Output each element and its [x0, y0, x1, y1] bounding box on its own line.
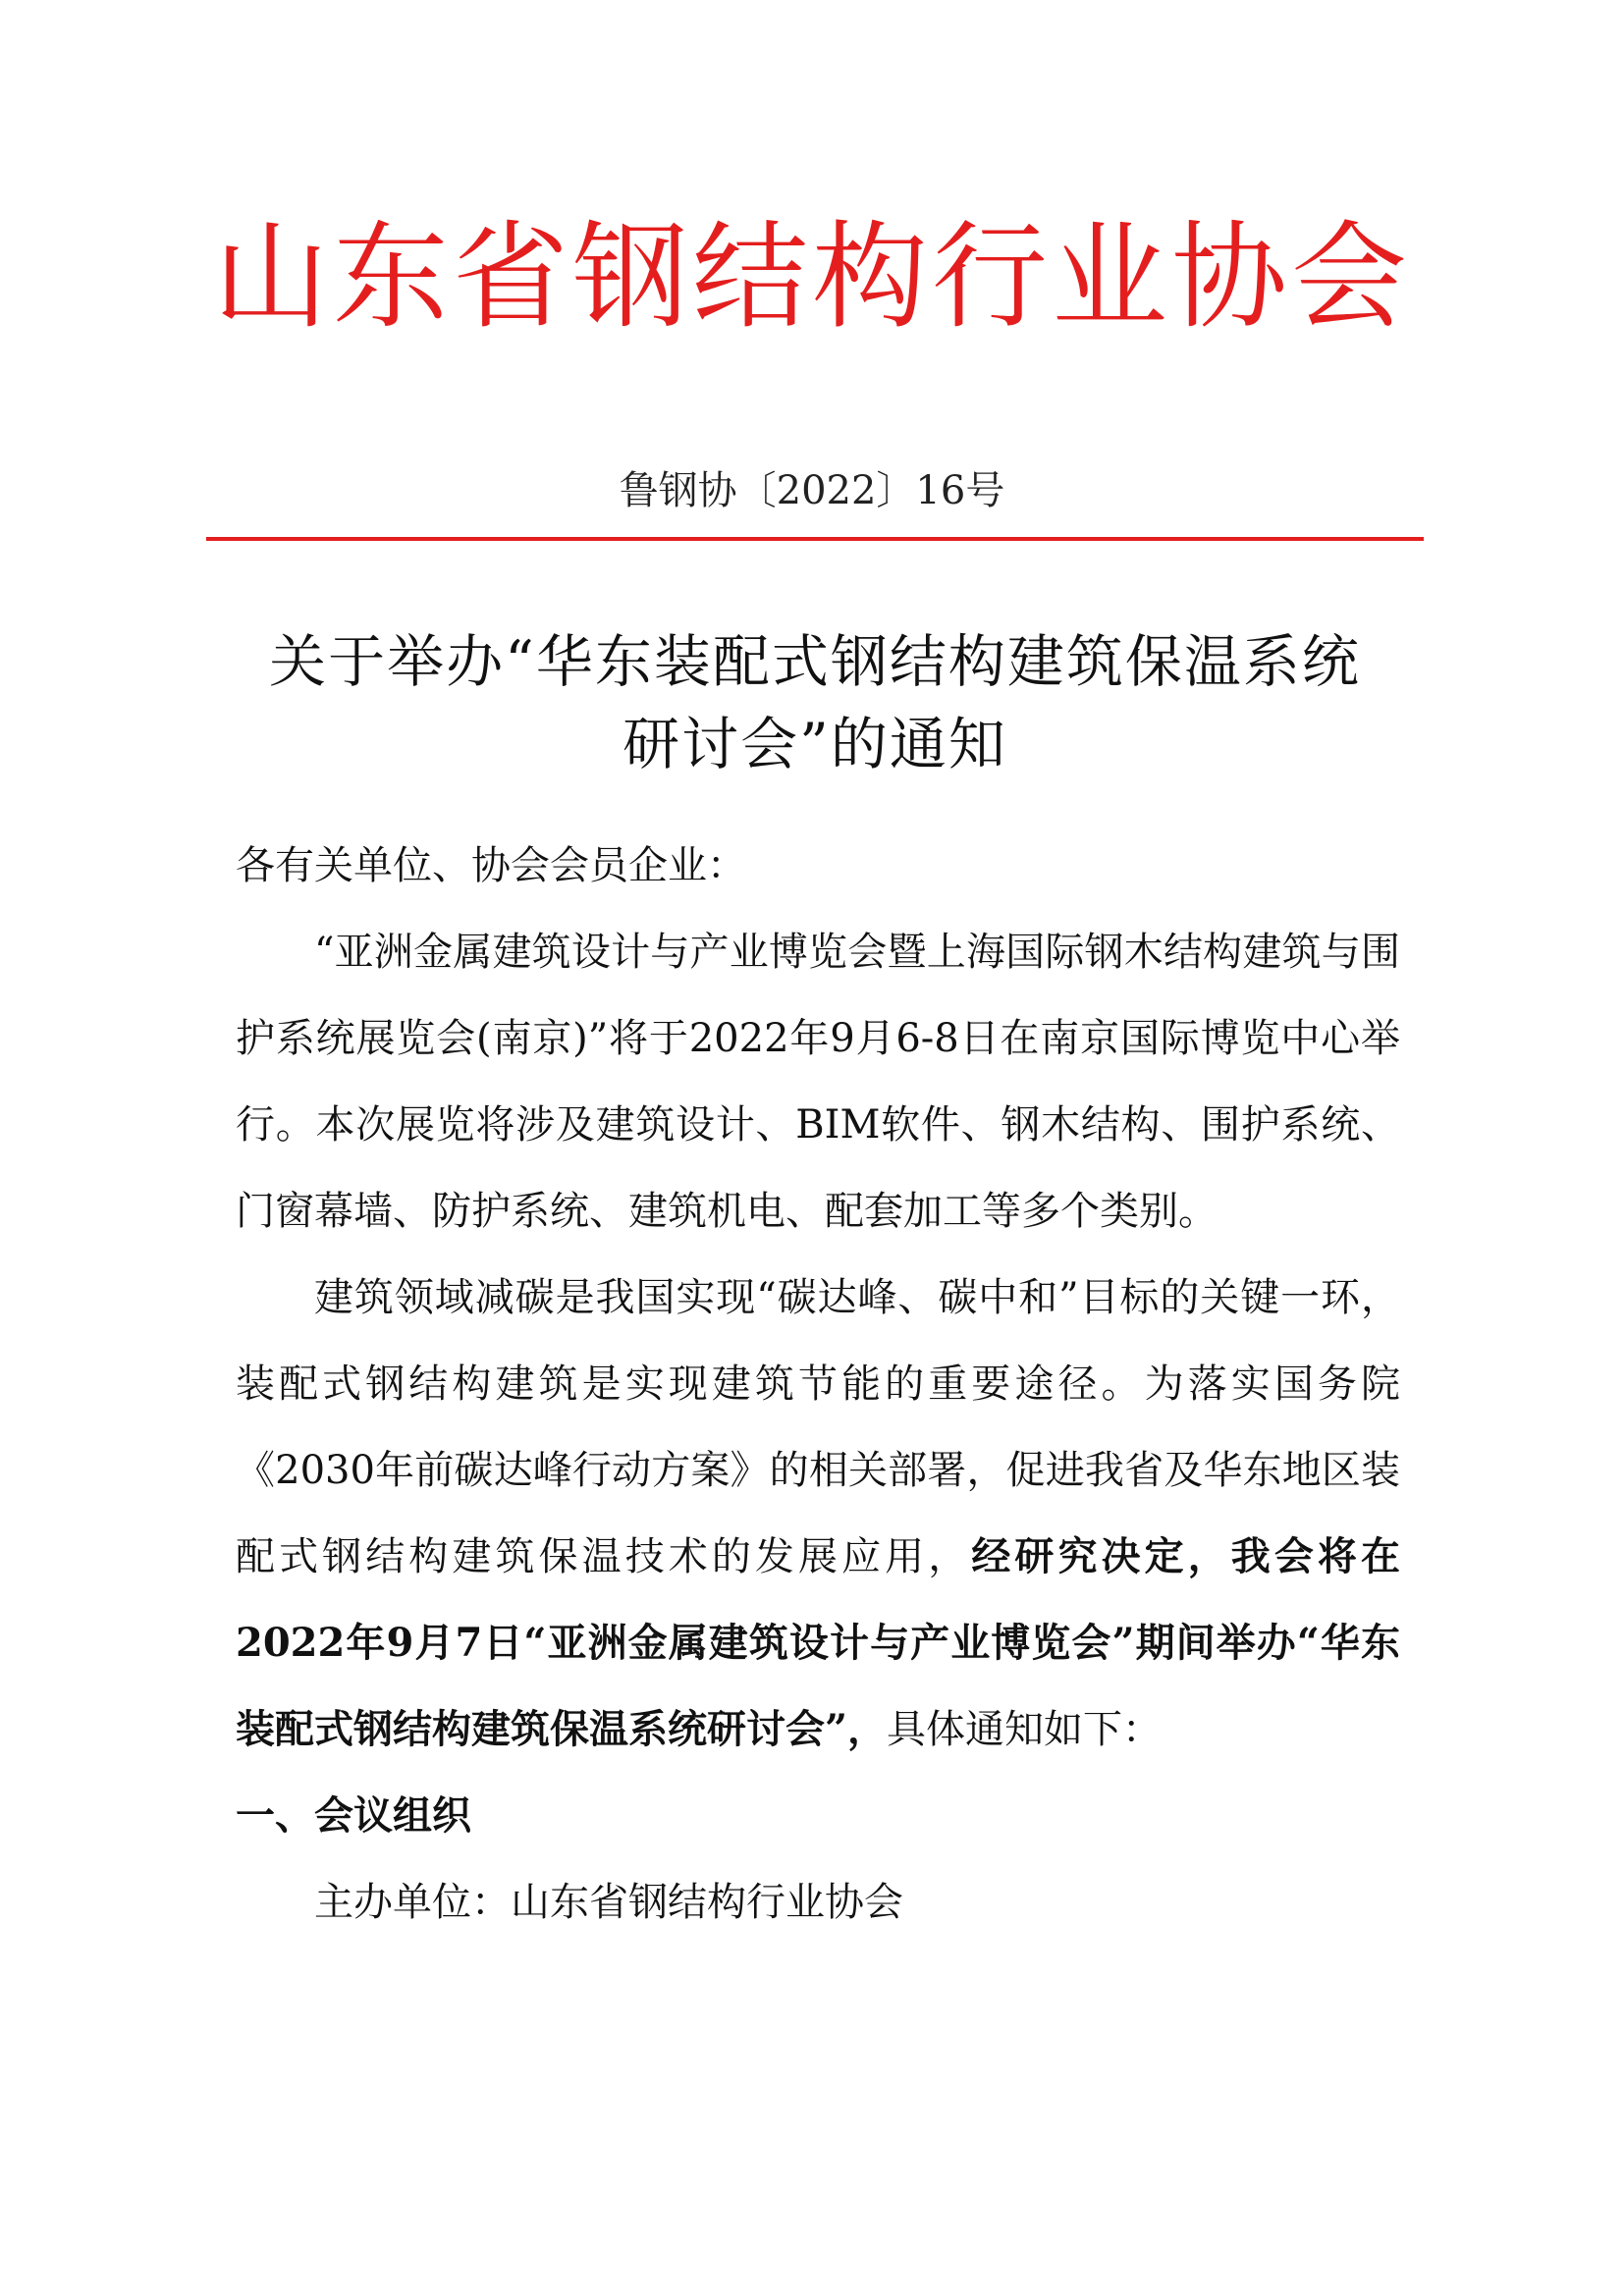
- paragraph-seminar-tail: 具体通知如下：: [887, 1707, 1163, 1752]
- section-heading-organization: 一、会议组织: [236, 1792, 471, 1839]
- salutation: 各有关单位、协会会员企业：: [236, 843, 746, 888]
- host-unit-line: [236, 1859, 1400, 1946]
- paragraph-expo-intro: “亚洲金属建筑设计与产业博览会暨上海国际钢木结构建筑与围护系统展览会(南京)”将于2022年9月6-8日在南京国际博览中心举行。本次展览将涉及建筑设计、BIM软件、钢木结构、围护系统、门窗幕墙、防护系统、建筑机电、配套加工等多个类别。: [236, 930, 1400, 1234]
- notice-title-line-2: 研讨会”的通知: [623, 711, 1007, 777]
- letterhead-org-name: 山东省钢结构行业协会: [212, 209, 1411, 345]
- red-divider: [206, 537, 1424, 541]
- paragraph-seminar-purpose: [236, 1255, 1400, 1773]
- notice-title: [206, 620, 1424, 785]
- host-unit-value: 山东省钢结构行业协会: [511, 1880, 903, 1925]
- paragraph-seminar-decision: 经研究决定，我会将在2022年9月7日“亚洲金属建筑设计与产业博览会”期间举办“华东装配式钢结构建筑保温系统研讨会”，: [236, 1533, 1401, 1752]
- paragraph-seminar-purpose-text: 建筑领域减碳是我国实现“碳达峰、碳中和”目标的关键一环，装配式钢结构建筑是实现建筑节能的重要途径。为落实国务院《2030年前碳达峰行动方案》的相关部署，促进我省及华东地区装配式钢结构建筑保温技术的发展应用，: [236, 1275, 1400, 1579]
- document-number: 鲁钢协〔2022〕16号: [619, 468, 1005, 513]
- notice-title-line-1: 关于举办“华东装配式钢结构建筑保温系统: [269, 628, 1361, 695]
- host-unit-label: 主办单位：: [314, 1880, 511, 1925]
- notice-body: [236, 823, 1400, 1946]
